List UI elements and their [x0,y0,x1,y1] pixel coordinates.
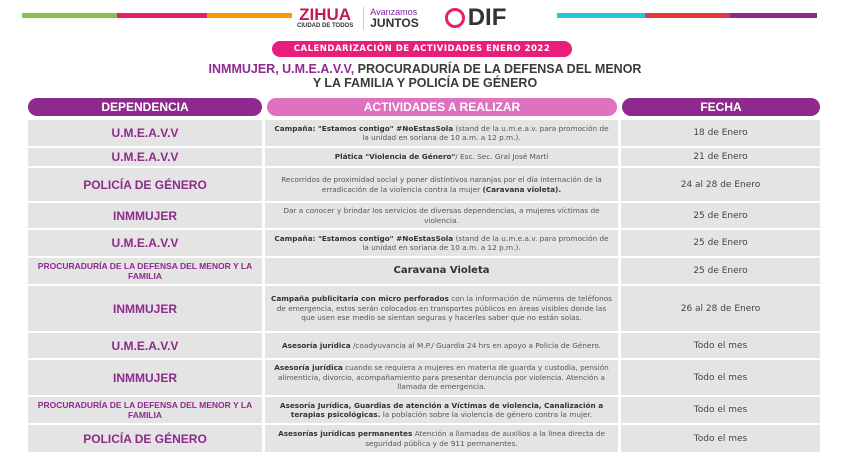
fecha-text: 21 de Enero [693,152,748,162]
fecha-text: Todo el mes [693,405,748,415]
fecha-cell [621,203,820,230]
fecha-text: 24 al 28 de Enero [680,179,761,190]
actividad-cell [265,425,618,454]
table-row [28,425,820,454]
dependencia-cell [28,360,262,397]
actividad-text: Recorridos de proximidad social y poner distintivos naranjas por el día internación de la erradicación de la violencia contra la mujer [281,175,602,194]
table-row [28,230,820,258]
actividad-bold: Asesoría Jurídica, Guardias de atención a Víctimas de violencia, Canalización a terapias psicológicas. [279,400,604,419]
actividad-cell [265,168,618,203]
fecha-text: 25 de Enero [693,266,748,276]
actividad-cell [265,148,618,168]
fecha-cell [621,425,820,454]
fecha-cell [621,258,820,286]
actividad-bold: Campaña: "Estamos contigo" #NoEstasSola [274,233,454,243]
fecha-cell [621,286,820,333]
actividad-cell [265,397,618,425]
dependencia-text: U.M.E.A.V.V [111,236,179,250]
dependencia-text: U.M.E.A.V.V [111,150,179,164]
dependencia-cell [28,425,262,454]
header-fecha: FECHA [622,98,820,116]
actividad-bold: Plática "Violencia de Género" [334,152,456,162]
dependencia-cell [28,286,262,333]
actividad-cell [265,203,618,230]
color-bar-left [22,13,117,18]
actividad-cell [265,230,618,258]
actividad-cell [265,360,618,397]
table-row [28,258,820,286]
actividad-text: la población sobre la violencia de género contra la mujer. [380,410,593,419]
table-row [28,360,820,397]
dependencia-cell [28,230,262,258]
logos [297,4,506,32]
dependencia-text: INMMUJER [112,370,177,385]
dependencia-text: U.M.E.A.V.V [111,338,179,353]
dependencia-text: PROCURADURÍA DE LA DEFENSA DEL MENOR Y LA FAMILIA [37,261,253,281]
banner: CALENDARIZACIÓN DE ACTIVIDADES ENERO 2022 [272,41,572,57]
fecha-text: 25 de Enero [693,210,748,221]
color-bar-right [730,13,817,18]
dif-logo: DIF [445,4,507,32]
table-row [28,148,820,168]
zihua-logo: ZIHUA CIUDAD DE TODOS [297,4,354,29]
fecha-cell [621,333,820,360]
fecha-cell [621,168,820,203]
dependencia-text: POLICÍA DE GÉNERO [83,177,207,192]
table-row [28,286,820,333]
fecha-cell [621,230,820,258]
actividad-bold: Asesoría jurídica [274,363,343,373]
actividad-text: / Esc. Sec. Gral José Martí [455,152,549,162]
fecha-cell [621,360,820,397]
actividad-cell [265,333,618,360]
dif-icon [445,8,465,28]
header-dependencia: DEPENDENCIA [28,98,262,116]
dependencia-text: INMMUJER [112,208,177,223]
dependencia-text: PROCURADURÍA DE LA DEFENSA DEL MENOR Y LA FAMILIA [37,400,253,420]
table-row [28,333,820,360]
dependencia-text: POLICÍA DE GÉNERO [83,431,207,446]
fecha-cell [621,397,820,425]
actividad-bold: Asesorías jurídicas permanentes [278,429,413,438]
dependencia-text: U.M.E.A.V.V [111,126,179,140]
actividad-text: cuando se requiera a mujeres en materia de guarda y custodia, pensión alimenticia, divorcio, acompañamiento para presentar denuncia por violencia. Atención a llamada de emergencia. [278,363,609,392]
dependencia-cell [28,168,262,203]
table-row [28,168,820,203]
table-row [28,203,820,230]
actividad-cell [265,258,618,286]
color-bar-left [117,13,207,18]
color-bar-left [207,13,292,18]
fecha-cell [621,120,820,148]
fecha-text: Todo el mes [693,340,748,351]
fecha-text: 25 de Enero [693,238,748,248]
table-row [28,120,820,148]
actividad-bold: Campaña: "Estamos contigo" #NoEstasSola [274,123,454,133]
color-bar-right [557,13,645,18]
dependencia-cell [28,397,262,425]
fecha-text: 26 al 28 de Enero [680,303,761,314]
actividad-text: Dar a conocer y brindar los servicios de diversas dependencias, a mujeres víctimas de violencia. [283,206,600,225]
dependencia-cell [28,203,262,230]
dependencia-text: INMMUJER [112,301,177,316]
actividad-bold: (Caravana violeta). [482,184,562,194]
fecha-cell [621,148,820,168]
dependencia-cell [28,258,262,286]
table-row [28,397,820,425]
actividad-text: /coadyuvancia al M.P./ Guardia 24 hrs en apoyo a Policía de Género. [350,340,601,350]
dependencia-cell [28,333,262,360]
actividad-text: Atención a llamadas de auxilios a la línea directa de seguridad pública y de 911 permanentes. [365,429,605,448]
fecha-text: Todo el mes [693,372,748,383]
actividad-cell [265,286,618,333]
juntos-logo: Avanzamos JUNTOS [363,7,418,30]
dependencia-cell [28,148,262,168]
actividad-bold: Campaña publicitaria con micro perforados [271,294,449,304]
actividad-text: (stand de la u.m.e.a.v. para promoción de la unidad en soriana de 10 a.m. a 12 p.m.). [362,123,609,142]
actividad-cell [265,120,618,148]
actividad-bold: Caravana Violeta [393,265,490,277]
color-bar-right [645,13,730,18]
header-actividades: ACTIVIDADES A REALIZAR [267,98,617,116]
actividad-bold: Asesoría jurídica [282,340,351,350]
actividad-text: (stand de la u.m.e.a.v. para promoción de la unidad en soriana de 10 a.m. a 12 p.m.). [362,233,609,252]
actividad-text: con la información de números de teléfonos de emergencia, estos serán colocados en transportes públicos en áreas visibles donde las que usen ese medio se sientan seguras y hacerles saber que no están solas. [276,294,612,323]
dependencia-cell [28,120,262,148]
page-title: INMMUJER, U.M.E.A.V.V, PROCURADURÍA DE LA DEFENSA DEL MENOR Y LA FAMILIA Y POLICÍA DE GÉNERO [208,62,642,90]
fecha-text: Todo el mes [693,433,748,444]
fecha-text: 18 de Enero [693,128,748,138]
